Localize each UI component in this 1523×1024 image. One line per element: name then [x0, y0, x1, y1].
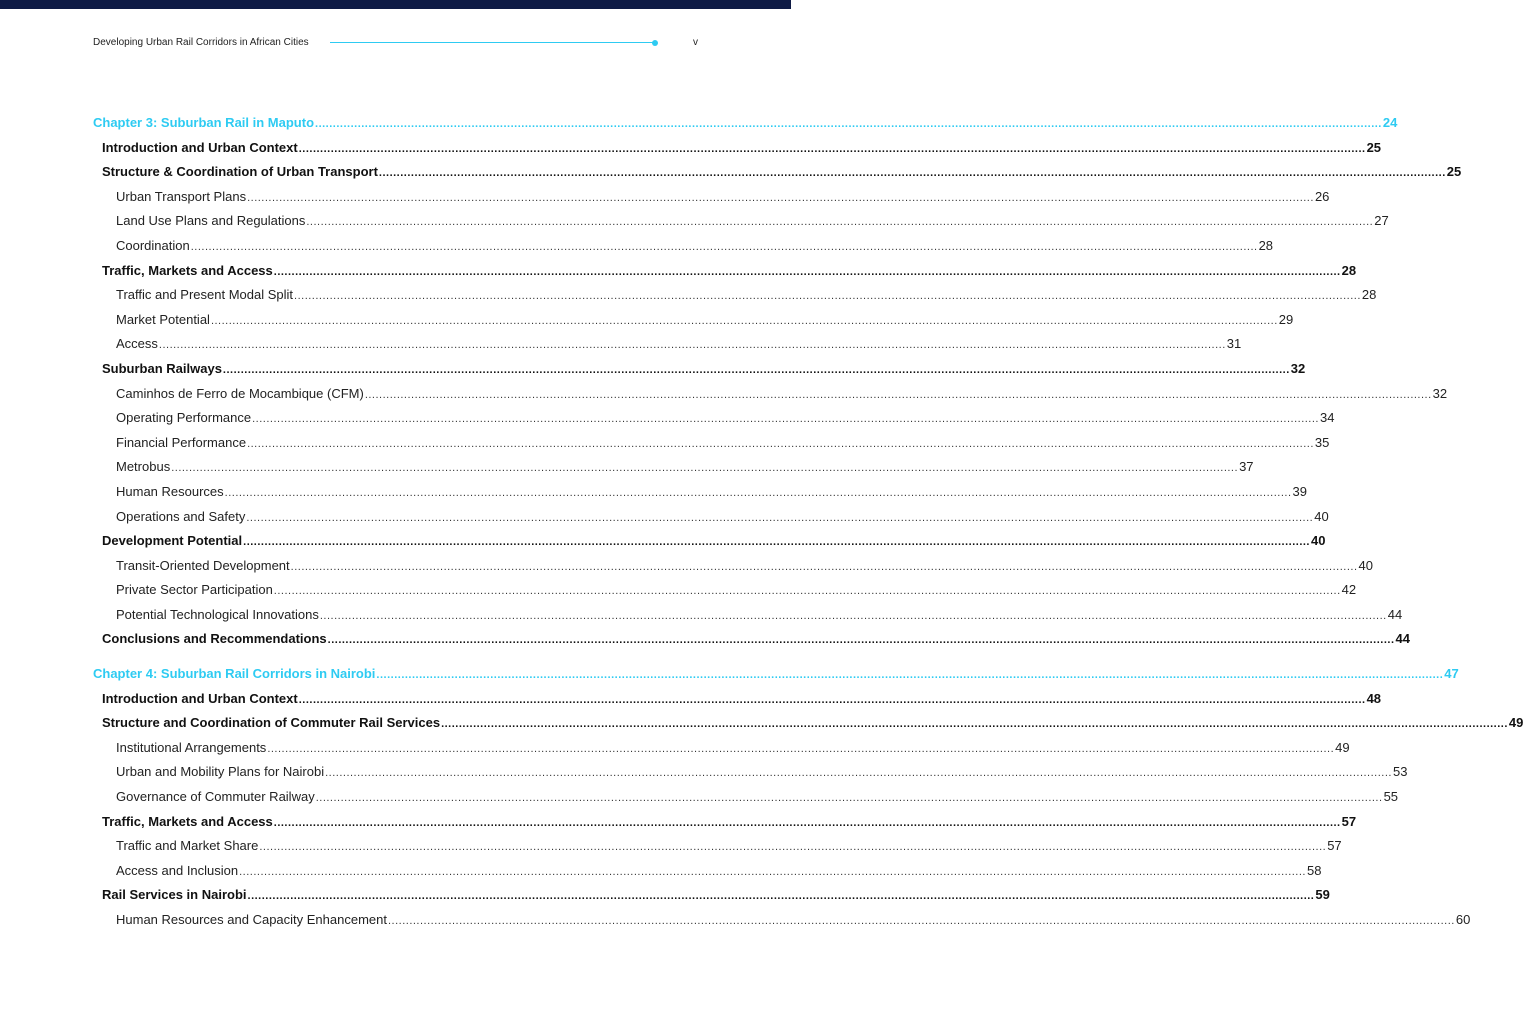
dot-leader: ............................................................................................................................................................................................................................................................................................................ — [376, 669, 1444, 682]
toc-entry-sub[interactable] — [93, 762, 1408, 787]
chapter-spacer — [93, 654, 698, 664]
toc-entry-title: Operating Performance — [116, 410, 252, 426]
toc-entry-title: Traffic and Market Share — [116, 838, 259, 854]
toc-entry-page: 32 — [1290, 360, 1306, 376]
toc-entry-section[interactable] — [93, 713, 1523, 738]
toc-entry-title: Traffic and Present Modal Split — [116, 287, 294, 303]
toc-entry-chapter[interactable] — [93, 113, 1398, 138]
dot-leader: ............................................................................................................................................................................................................................................................................................................ — [315, 118, 1382, 130]
toc-entry-page: 29 — [1278, 311, 1294, 327]
dot-leader: ............................................................................................................................................................................................................................................................................................................ — [319, 609, 1387, 622]
toc-entry-page: 32 — [1432, 385, 1448, 401]
toc-entry-section[interactable] — [93, 629, 1410, 654]
toc-entry-title: Urban and Mobility Plans for Nairobi — [116, 764, 325, 780]
top-banner-bar — [0, 0, 791, 9]
dot-leader: ............................................................................................................................................................................................................................................................................................................ — [247, 890, 1315, 903]
toc-entry-title: Human Resources and Capacity Enhancement — [116, 912, 387, 927]
toc-entry-page: 28 — [1258, 237, 1274, 253]
dot-leader: ............................................................................................................................................................................................................................................................................................................ — [210, 314, 1278, 327]
toc-entry-page: 40 — [1358, 557, 1373, 573]
toc-entry-section[interactable] — [93, 531, 1326, 556]
toc-entry-page: 55 — [1383, 789, 1399, 805]
toc-entry-sub[interactable] — [93, 580, 1357, 605]
page-number: v — [693, 37, 698, 48]
dot-leader: ............................................................................................................................................................................................................................................................................................................ — [222, 363, 1290, 376]
dot-leader: ............................................................................................................................................................................................................................................................................................................ — [298, 693, 1366, 706]
toc-entry-sub[interactable] — [93, 285, 1377, 310]
toc-entry-page: 42 — [1341, 582, 1357, 598]
dot-leader: ............................................................................................................................................................................................................................................................................................................ — [327, 634, 1395, 647]
toc-entry-page: 31 — [1226, 336, 1242, 352]
toc-entry-chapter[interactable] — [93, 664, 1459, 689]
toc-entry-title: Institutional Arrangements — [116, 739, 267, 755]
toc-entry-page: 28 — [1361, 287, 1377, 303]
toc-entry-page: 49 — [1508, 715, 1523, 731]
toc-entry-page: 53 — [1392, 764, 1408, 780]
toc-entry-section[interactable] — [93, 812, 1357, 837]
toc-entry-page: 24 — [1382, 115, 1398, 130]
toc-entry-sub[interactable] — [93, 787, 1399, 812]
toc-entry-title: Suburban Railways — [102, 360, 222, 376]
toc-entry-title: Chapter 4: Suburban Rail Corridors in Nairobi — [93, 666, 376, 682]
dot-leader: ............................................................................................................................................................................................................................................................................................................ — [273, 265, 1341, 278]
toc-entry-page: 40 — [1311, 533, 1326, 549]
toc-entry-page: 59 — [1315, 887, 1330, 903]
toc-entry-page: 58 — [1306, 862, 1322, 878]
toc-entry-page: 25 — [1366, 139, 1382, 155]
dot-leader: ............................................................................................................................................................................................................................................................................................................ — [190, 240, 1258, 253]
toc-entry-title: Introduction and Urban Context — [102, 690, 298, 706]
toc-entry-section[interactable] — [93, 138, 1382, 163]
toc-entry-sub[interactable] — [93, 605, 1403, 630]
toc-entry-title: Human Resources — [116, 483, 224, 499]
toc-entry-page: 34 — [1319, 410, 1335, 426]
toc-entry-title: Metrobus — [116, 459, 171, 475]
toc-entry-title: Development Potential — [102, 533, 243, 549]
toc-entry-sub[interactable] — [93, 187, 1330, 212]
toc-entry-title: Financial Performance — [116, 434, 247, 450]
dot-leader: ............................................................................................................................................................................................................................................................................................................ — [325, 767, 1392, 780]
toc-entry-title: Structure and Coordination of Commuter Rail Services — [102, 715, 441, 731]
toc-entry-title: Traffic, Markets and Access — [102, 813, 273, 829]
dot-leader: ............................................................................................................................................................................................................................................................................................................ — [294, 290, 1361, 303]
toc-entry-page: 28 — [1341, 262, 1357, 278]
toc-entry-page: 26 — [1314, 188, 1330, 204]
toc-entry-sub[interactable] — [93, 861, 1322, 886]
header-rule-dot — [652, 40, 658, 46]
dot-leader: ............................................................................................................................................................................................................................................................................................................ — [171, 462, 1239, 475]
dot-leader: ............................................................................................................................................................................................................................................................................................................ — [224, 486, 1292, 499]
toc-entry-page: 35 — [1314, 434, 1330, 450]
dot-leader: ............................................................................................................................................................................................................................................................................................................ — [306, 216, 1374, 229]
page-header — [93, 36, 698, 50]
toc-entry-page: 47 — [1444, 666, 1459, 682]
toc-entry-title: Structure & Coordination of Urban Transport — [102, 164, 378, 180]
document-title: Developing Urban Rail Corridors in African Cities — [93, 37, 309, 48]
toc-entry-sub[interactable] — [93, 738, 1350, 763]
dot-leader: ............................................................................................................................................................................................................................................................................................................ — [247, 437, 1314, 450]
toc-entry-title: Transit-Oriented Development — [116, 557, 290, 573]
dot-leader: ............................................................................................................................................................................................................................................................................................................ — [259, 841, 1327, 854]
toc-entry-title: Land Use Plans and Regulations — [116, 213, 306, 229]
dot-leader: ............................................................................................................................................................................................................................................................................................................ — [252, 413, 1319, 426]
dot-leader: ............................................................................................................................................................................................................................................................................................................ — [158, 339, 1226, 352]
toc-entry-sub[interactable] — [93, 482, 1307, 507]
toc-entry-title: Operations and Safety — [116, 508, 246, 524]
dot-leader: ............................................................................................................................................................................................................................................................................................................ — [239, 865, 1306, 878]
toc-entry-title: Coordination — [116, 237, 190, 253]
toc-entry-section[interactable] — [93, 261, 1357, 286]
toc-entry-page: 44 — [1395, 631, 1410, 647]
toc-entry-title: Private Sector Participation — [116, 582, 273, 598]
toc-entry-title: Urban Transport Plans — [116, 188, 247, 204]
toc-entry-section[interactable] — [93, 359, 1306, 384]
toc-entry-title: Introduction and Urban Context — [102, 139, 298, 155]
toc-entry-page: 37 — [1239, 459, 1254, 475]
toc-entry-page: 39 — [1292, 483, 1307, 499]
toc-entry-title: Chapter 3: Suburban Rail in Maputo — [93, 115, 315, 130]
dot-leader: ............................................................................................................................................................................................................................................................................................................ — [267, 742, 1335, 755]
toc-entry-title: Market Potential — [116, 311, 210, 327]
toc-entry-sub[interactable] — [93, 211, 1389, 236]
dot-leader: ............................................................................................................................................................................................................................................................................................................ — [441, 718, 1508, 731]
toc-entry-title: Rail Services in Nairobi — [102, 887, 247, 903]
toc-entry-page: 57 — [1341, 813, 1357, 829]
toc-entry-page: 44 — [1387, 606, 1403, 622]
dot-leader: ............................................................................................................................................................................................................................................................................................................ — [247, 191, 1314, 204]
toc-entry-sub[interactable] — [93, 910, 1471, 935]
toc-entry-page: 48 — [1366, 690, 1382, 706]
toc-entry-title: Conclusions and Recommendations — [102, 631, 327, 647]
toc-entry-sub[interactable] — [93, 836, 1342, 861]
dot-leader: ............................................................................................................................................................................................................................................................................................................ — [298, 142, 1366, 155]
dot-leader: ............................................................................................................................................................................................................................................................................................................ — [246, 511, 1314, 524]
toc-entry-title: Access — [116, 336, 158, 352]
toc-entry-page: 57 — [1327, 838, 1342, 854]
toc-entry-section[interactable] — [93, 689, 1382, 714]
toc-entry-title: Potential Technological Innovations — [116, 606, 319, 622]
toc-entry-sub[interactable] — [93, 507, 1329, 532]
toc-entry-sub[interactable] — [93, 310, 1294, 335]
toc-entry-section[interactable] — [93, 885, 1330, 910]
dot-leader: ............................................................................................................................................................................................................................................................................................................ — [315, 792, 1383, 805]
toc-entry-page: 60 — [1455, 912, 1471, 927]
toc-entry-title: Access and Inclusion — [116, 862, 239, 878]
dot-leader: ............................................................................................................................................................................................................................................................................................................ — [387, 915, 1455, 927]
toc-entry-sub[interactable] — [93, 384, 1448, 409]
toc-entry-title: Governance of Commuter Railway — [116, 789, 315, 805]
table-of-contents — [93, 113, 1523, 935]
dot-leader: ............................................................................................................................................................................................................................................................................................................ — [243, 536, 1310, 549]
toc-entry-sub[interactable] — [93, 457, 1254, 482]
toc-entry-page: 25 — [1446, 164, 1462, 180]
toc-entry-sub[interactable] — [93, 433, 1330, 458]
dot-leader: ............................................................................................................................................................................................................................................................................................................ — [290, 560, 1358, 573]
toc-entry-title: Caminhos de Ferro de Mocambique (CFM) — [116, 385, 364, 401]
toc-entry-sub[interactable] — [93, 556, 1373, 581]
toc-entry-sub[interactable] — [93, 236, 1274, 261]
toc-entry-sub[interactable] — [93, 334, 1242, 359]
toc-entry-section[interactable] — [93, 162, 1462, 187]
toc-entry-page: 49 — [1335, 739, 1350, 755]
toc-entry-page: 27 — [1374, 213, 1389, 229]
toc-entry-page: 40 — [1314, 508, 1329, 524]
dot-leader: ............................................................................................................................................................................................................................................................................................................ — [364, 388, 1432, 401]
toc-entry-title: Traffic, Markets and Access — [102, 262, 273, 278]
dot-leader: ............................................................................................................................................................................................................................................................................................................ — [273, 585, 1341, 598]
header-rule — [330, 42, 656, 43]
dot-leader: ............................................................................................................................................................................................................................................................................................................ — [273, 816, 1341, 829]
toc-entry-sub[interactable] — [93, 408, 1335, 433]
dot-leader: ............................................................................................................................................................................................................................................................................................................ — [378, 167, 1446, 180]
